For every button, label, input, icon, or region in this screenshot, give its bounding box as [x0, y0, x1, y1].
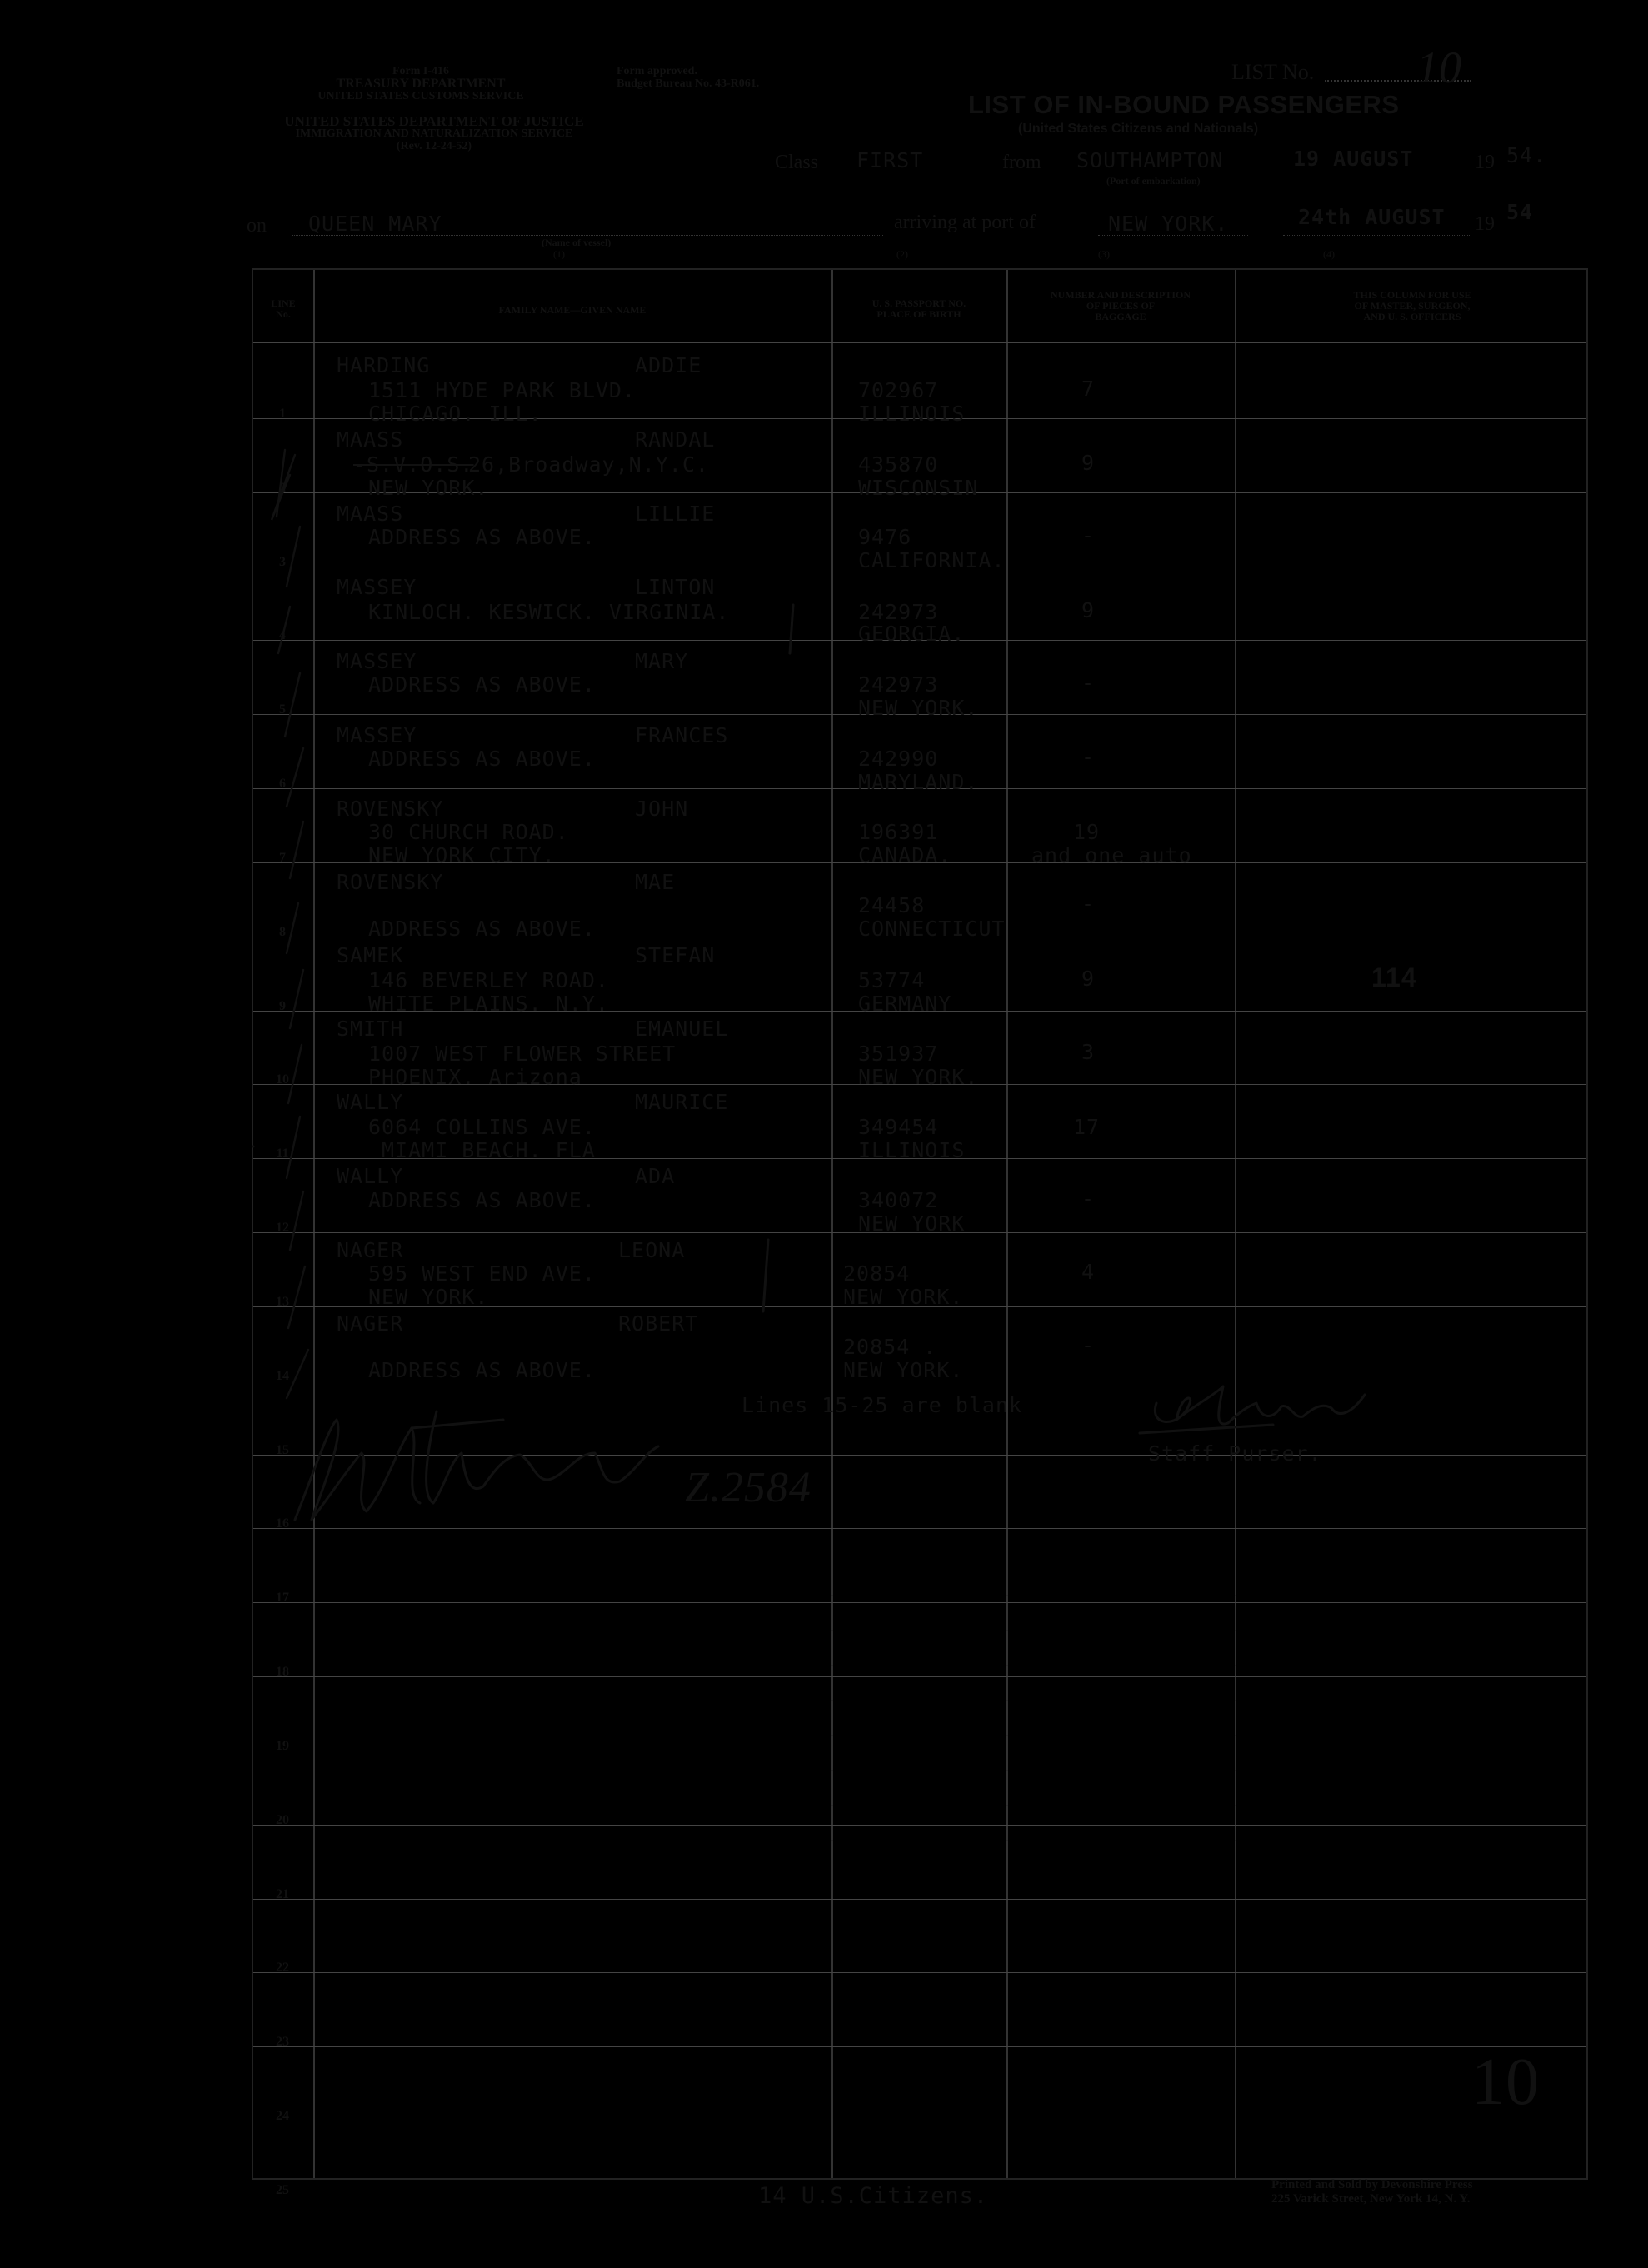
passport-number: 242990 — [858, 747, 939, 771]
budget-bureau: Budget Bureau No. 43-R061. — [617, 77, 760, 90]
address-line-1: 30 CHURCH ROAD. — [368, 820, 569, 844]
place-of-birth: NEW YORK. — [858, 1065, 979, 1089]
row-divider — [253, 2046, 1586, 2047]
address-line-1: 1511 HYDE PARK BLVD. — [368, 378, 637, 402]
address-line-2: CHICAGO. ILL. — [368, 402, 542, 426]
line-number: 18 — [276, 1665, 289, 1679]
place-of-birth: NEW YORK — [858, 1211, 966, 1236]
embark-date: 19 AUGUST — [1293, 147, 1414, 171]
signature-purser — [1131, 1370, 1398, 1445]
baggage-count: - — [1081, 1186, 1096, 1211]
staff-purser-label: Staff Purser. — [1148, 1441, 1322, 1466]
arrival-year-prefix: 19 — [1475, 213, 1495, 235]
ins-title: IMMIGRATION AND NATURALIZATION SERVICE — [295, 127, 573, 140]
family-name: MASSEY — [337, 723, 417, 747]
baggage-count: - — [1081, 671, 1096, 695]
revision: (Rev. 12-24-52) — [396, 140, 472, 152]
punch-hole — [165, 1591, 202, 1638]
given-name: MARY — [635, 649, 689, 673]
port-caption: (Port of embarkation) — [1106, 175, 1201, 187]
address-line-2: NEW YORK. — [368, 1285, 489, 1309]
address-line-2: MIAMI BEACH. FLA — [382, 1138, 596, 1162]
header-officers-1: THIS COLUMN FOR USE — [1353, 289, 1471, 301]
signature-officer — [287, 1395, 687, 1528]
passport-number: 9476 — [858, 525, 912, 549]
address-struck: -S.V.O.S. — [353, 452, 474, 477]
family-name: MAASS — [337, 427, 404, 452]
embark-year-suffix: 54. — [1506, 143, 1547, 167]
line-number: 19 — [276, 1739, 289, 1753]
address-line-1: ADDRESS AS ABOVE. — [368, 525, 596, 549]
caption-2: (2) — [896, 248, 908, 260]
family-name: MASSEY — [337, 649, 417, 673]
given-name: FRANCES — [635, 723, 729, 747]
passport-number: 349454 — [858, 1115, 939, 1139]
place-of-birth: CALIFORNIA. — [858, 548, 1006, 572]
line-number: 9 — [279, 999, 286, 1013]
punch-hole — [167, 1466, 203, 1513]
header-passport-2: PLACE OF BIRTH — [876, 308, 961, 320]
header-passport-1: U. S. PASSPORT NO. — [871, 297, 966, 309]
passport-number: 20854 . — [843, 1335, 937, 1359]
family-name: ROVENSKY — [337, 870, 444, 894]
punch-hole — [167, 2108, 203, 2155]
header-line-no-2: No. — [276, 308, 291, 320]
punch-hole — [167, 592, 203, 638]
printer-line-2: 225 Varick Street, New York 14, N. Y. — [1271, 2192, 1471, 2206]
punch-hole — [160, 248, 192, 285]
vertical-marks — [253, 270, 1086, 1403]
line-number: 5 — [279, 702, 286, 717]
place-of-birth: MARYLAND. — [858, 770, 979, 794]
line-number: 3 — [279, 555, 286, 569]
family-name: NAGER — [337, 1311, 404, 1336]
passport-number: 242973 — [858, 600, 939, 624]
punch-hole — [148, 165, 185, 212]
given-name: LEONA — [618, 1238, 686, 1262]
given-name: ADDIE — [635, 353, 702, 377]
address-line-1: 26,Broadway,N.Y.C. — [468, 452, 709, 477]
line-number: 14 — [276, 1369, 289, 1383]
header-name: FAMILY NAME—GIVEN NAME — [498, 304, 647, 316]
arrival-port: NEW YORK. — [1108, 212, 1229, 236]
arriving-label: arriving at port of — [894, 212, 1036, 233]
treasury-department: TREASURY DEPARTMENT — [336, 77, 506, 91]
family-name: WALLY — [337, 1090, 404, 1114]
place-of-birth: GEORGIA. — [858, 622, 966, 646]
address-line-2: PHOENIX. Arizona — [368, 1065, 582, 1089]
header-officers-3: AND U. S. OFFICERS — [1363, 311, 1461, 322]
bleed-through — [333, 1591, 1550, 1841]
header-baggage-2: OF PIECES OF — [1086, 300, 1156, 312]
line-number: 11 — [276, 1146, 289, 1161]
baggage-count: 19 — [1073, 820, 1101, 844]
passport-number: 20854 — [843, 1261, 911, 1286]
list-no-label: LIST No. — [1231, 60, 1315, 84]
baggage-count: 3 — [1081, 1040, 1096, 1064]
handwritten-code: Z.2584 — [685, 1464, 812, 1511]
place-of-birth: CANADA. — [858, 843, 952, 867]
baggage-count: 7 — [1081, 377, 1096, 401]
given-name: RANDAL — [635, 427, 716, 452]
line-number: 25 — [276, 2183, 289, 2197]
embark-year-prefix: 19 — [1475, 152, 1495, 173]
family-name: MAASS — [337, 502, 404, 526]
address-line-1: 595 WEST END AVE. — [368, 1261, 596, 1286]
line-number: 6 — [279, 777, 286, 791]
line-number: 21 — [276, 1887, 289, 1901]
address-line-1: 146 BEVERLEY ROAD. — [368, 968, 609, 992]
given-name: ADA — [635, 1164, 676, 1188]
form-number-block — [279, 65, 562, 102]
citizens-total: 14 U.S.Citizens. — [758, 2183, 989, 2209]
given-name: LINTON — [635, 575, 716, 599]
line-number: 23 — [276, 2035, 289, 2049]
address-line-2: ADDRESS AS ABOVE. — [368, 917, 596, 941]
row-divider — [253, 1528, 1586, 1529]
caption-3: (3) — [1098, 248, 1110, 260]
printer-line-1: Printed and Sold by Devonshire Press — [1271, 2178, 1473, 2191]
row-divider — [253, 1899, 1586, 1900]
address-line-2: ADDRESS AS ABOVE. — [368, 1358, 596, 1382]
vessel-caption: (Name of vessel) — [542, 237, 612, 248]
family-name: MASSEY — [337, 575, 417, 599]
address-line-1: ADDRESS AS ABOVE. — [368, 747, 596, 771]
passport-number: 351937 — [858, 1042, 939, 1066]
address-line-2: NEW YORK CITY. — [368, 843, 556, 867]
passport-number: 24458 — [858, 893, 926, 917]
line-number: 16 — [276, 1516, 289, 1531]
form-number: Form I-416 — [392, 65, 450, 77]
baggage-count: - — [1081, 892, 1096, 916]
address-line-2: WHITE PLAINS. N.Y. — [368, 992, 609, 1016]
line-number: 10 — [276, 1072, 289, 1087]
punch-hole — [167, 725, 203, 772]
form-approved: Form approved. — [617, 65, 697, 77]
line-number: 13 — [276, 1295, 289, 1309]
blank-lines-note: Lines 15-25 are blank — [742, 1393, 1023, 1417]
baggage-count: - — [1081, 745, 1096, 769]
place-of-birth: NEW YORK. — [843, 1285, 964, 1309]
baggage-count: 9 — [1081, 598, 1096, 622]
document-subtitle: (United States Citizens and Nationals) — [1018, 122, 1259, 136]
line-number: 8 — [279, 925, 286, 939]
baggage-count: 17 — [1073, 1115, 1101, 1139]
header-officers — [1235, 290, 1590, 322]
baggage-count: - — [1081, 1333, 1096, 1357]
doj-title: UNITED STATES DEPARTMENT OF JUSTICE — [284, 113, 584, 129]
customs-service: UNITED STATES CUSTOMS SERVICE — [317, 90, 524, 102]
line-number: 22 — [276, 1961, 289, 1975]
from-value: SOUTHAMPTON — [1076, 148, 1224, 172]
given-name: MAE — [635, 870, 676, 894]
family-name: NAGER — [337, 1238, 404, 1262]
from-label: from — [1002, 152, 1041, 173]
family-name: SAMEK — [337, 943, 404, 967]
arrival-date-line — [1283, 235, 1471, 236]
place-of-birth: ILLINOIS — [858, 402, 966, 426]
line-number: 1 — [279, 407, 286, 421]
given-name: JOHN — [635, 797, 689, 821]
doj-block — [247, 115, 622, 152]
address-line-1: ADDRESS AS ABOVE. — [368, 672, 596, 697]
passport-number: 340072 — [858, 1188, 939, 1212]
header-line-no-1: LINE — [271, 297, 296, 309]
address-line-2: NEW YORK. — [368, 476, 489, 500]
address-line-1: 6064 COLLINS AVE. — [368, 1115, 596, 1139]
place-of-birth: CONNECTICUT — [858, 917, 1006, 941]
given-name: LILLIE — [635, 502, 716, 526]
row-divider — [253, 1972, 1586, 1973]
line-number: 7 — [279, 851, 286, 865]
handwritten-page-number: 10 — [1471, 2046, 1540, 2119]
document-title: LIST OF IN-BOUND PASSENGERS — [968, 90, 1400, 119]
arrival-port-line — [1098, 235, 1248, 236]
baggage-count: 9 — [1081, 967, 1096, 991]
place-of-birth: NEW YORK. — [858, 696, 979, 720]
form-approved-block — [617, 65, 759, 90]
vessel-name: QUEEN MARY — [308, 212, 442, 236]
passport-number: 702967 — [858, 378, 939, 402]
family-name: ROVENSKY — [337, 797, 444, 821]
baggage-count: 4 — [1081, 1260, 1096, 1284]
address-line-1: KINLOCH. KESWICK. VIRGINIA. — [368, 600, 730, 624]
header-baggage-1: NUMBER AND DESCRIPTION — [1050, 289, 1191, 301]
class-value: FIRST — [856, 148, 924, 172]
baggage-count: - — [1081, 523, 1096, 547]
address-line-1: ADDRESS AS ABOVE. — [368, 1188, 596, 1212]
passport-number: 196391 — [858, 820, 939, 844]
baggage-note: and one auto — [1031, 843, 1192, 867]
header-officers-2: OF MASTER, SURGEON, — [1354, 300, 1471, 312]
passport-number: 53774 — [858, 968, 926, 992]
place-of-birth: GERMANY — [858, 992, 952, 1016]
class-label: Class — [775, 152, 819, 173]
header-baggage-3: BAGGAGE — [1095, 311, 1146, 322]
col1-caption: (1) — [553, 248, 565, 260]
address-line-1: 1007 WEST FLOWER STREET — [368, 1042, 677, 1066]
arrival-date: 24th AUGUST — [1298, 205, 1446, 229]
punch-hole — [167, 1912, 203, 1959]
line-number: 24 — [276, 2109, 289, 2123]
family-name: WALLY — [337, 1164, 404, 1188]
given-name: STEFAN — [635, 943, 716, 967]
place-of-birth: WISCONSIN — [858, 476, 979, 500]
given-name: MAURICE — [635, 1090, 729, 1114]
officer-note: 114 — [1371, 962, 1417, 992]
baggage-count: 9 — [1081, 451, 1096, 475]
passport-number: 242973 — [858, 672, 939, 697]
given-name: ROBERT — [618, 1311, 699, 1336]
printer-credit — [1271, 2178, 1473, 2206]
column-divider — [1235, 270, 1236, 2178]
line-number: 17 — [276, 1591, 289, 1605]
arrival-year-suffix: 54 — [1506, 200, 1534, 224]
vessel-line — [292, 235, 883, 236]
family-name: HARDING — [337, 353, 431, 377]
list-no-value: 10 — [1416, 42, 1461, 92]
line-number: 12 — [276, 1221, 289, 1235]
punch-hole — [148, 73, 185, 120]
place-of-birth: ILLINOIS — [858, 1138, 966, 1162]
on-label: on — [247, 215, 267, 237]
line-number: 4 — [279, 628, 286, 642]
caption-4: (4) — [1323, 248, 1335, 260]
line-number: 15 — [276, 1443, 289, 1457]
given-name: EMANUEL — [635, 1017, 729, 1041]
family-name: SMITH — [337, 1017, 404, 1041]
line-number: 2 — [279, 481, 286, 495]
line-number: 20 — [276, 1813, 289, 1827]
place-of-birth: NEW YORK. — [843, 1358, 964, 1382]
passport-number: 435870 — [858, 452, 939, 477]
